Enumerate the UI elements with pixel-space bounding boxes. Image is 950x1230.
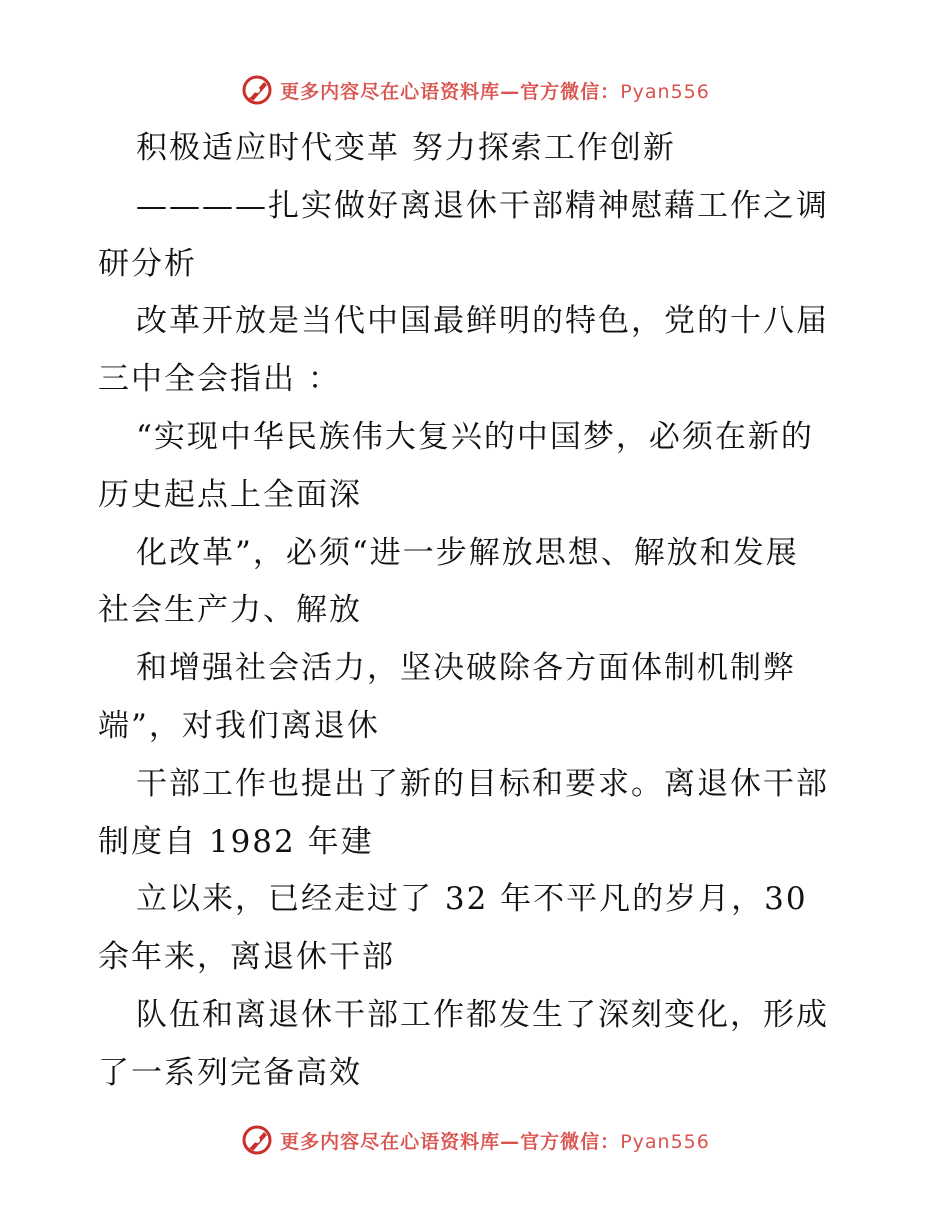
document-line: “实现中华民族伟大复兴的中国梦，必须在新的 — [136, 418, 814, 455]
document-line: ————扎实做好离退休干部精神慰藉工作之调 — [136, 187, 829, 224]
document-line: 研分析 — [98, 245, 197, 282]
header-banner-text: 更多内容尽在心语资料库—官方微信：Pyan556 — [280, 80, 710, 103]
document-line: 改革开放是当代中国最鲜明的特色，党的十八届 — [136, 303, 829, 340]
footer-banner — [0, 1120, 950, 1160]
footer-account: Pyan556 — [620, 1130, 710, 1153]
pen-seal-logo-icon — [240, 73, 274, 107]
document-line: 立以来，已经走过了 32 年不平凡的岁月，30 — [136, 881, 808, 918]
footer-banner-text: 更多内容尽在心语资料库—官方微信：Pyan556 — [280, 1130, 710, 1153]
header-banner — [0, 70, 950, 110]
document-line: 了一系列完备高效 — [98, 1054, 362, 1091]
document-line: 化改革”，必须“进一步解放思想、解放和发展 — [136, 534, 799, 571]
document-line: 积极适应时代变革 努力探索工作创新 — [136, 130, 676, 166]
document-line: 社会生产力、解放 — [98, 592, 362, 629]
document-line: 端”，对我们离退休 — [98, 707, 380, 744]
document-line: 余年来，离退休干部 — [98, 939, 395, 976]
document-body — [98, 120, 858, 1103]
pen-seal-logo-icon — [240, 1123, 274, 1157]
document-line: 历史起点上全面深 — [98, 476, 362, 513]
document-line: 干部工作也提出了新的目标和要求。离退休干部 — [136, 765, 829, 802]
document-line: 和增强社会活力，坚决破除各方面体制机制弊 — [136, 650, 796, 687]
document-line: 制度自 1982 年建 — [98, 823, 374, 860]
document-line: 队伍和离退休干部工作都发生了深刻变化，形成 — [136, 996, 829, 1033]
header-account: Pyan556 — [620, 80, 710, 103]
document-line: 三中全会指出 ： — [98, 361, 341, 398]
